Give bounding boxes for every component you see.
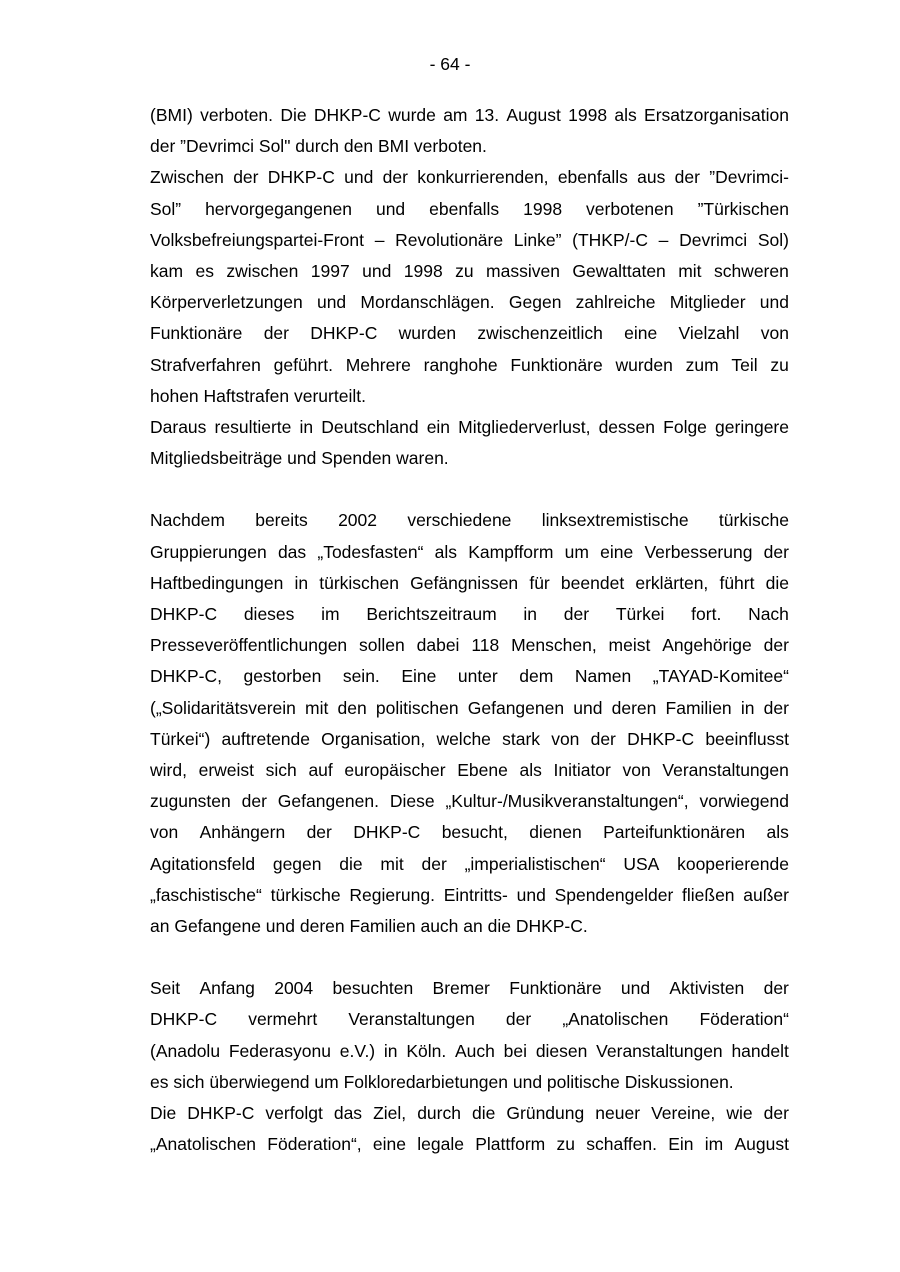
text-line: Funktionäre der DHKP-C wurden zwischenzeitlich eine Vielzahl von <box>150 323 789 344</box>
text-line: Körperverletzungen und Mordanschlägen. Gegen zahlreiche Mitglieder und <box>150 292 789 313</box>
text-line: Mitgliedsbeiträge und Spenden waren. <box>150 448 449 469</box>
text-line: an Gefangene und deren Familien auch an die DHKP-C. <box>150 915 588 936</box>
paragraph <box>150 505 789 942</box>
paragraph-spacer <box>150 942 789 973</box>
text-line: Presseveröffentlichungen sollen dabei 118 Menschen, meist Angehörige der <box>150 635 789 656</box>
text-line: DHKP-C dieses im Berichtszeitraum in der Türkei fort. Nach <box>150 604 789 624</box>
text-line: Sol” hervorgegangenen und ebenfalls 1998 verbotenen ”Türkischen <box>150 198 789 219</box>
text-line: wird, erweist sich auf europäischer Ebene als Initiator von Veranstaltungen <box>150 759 789 780</box>
text-line: „faschistische“ türkische Regierung. Eintritts- und Spendengelder fließen außer <box>150 884 789 905</box>
paragraph <box>150 162 789 412</box>
text-line: „Anatolischen Föderation“, eine legale Plattform zu schaffen. Ein im August <box>150 1134 789 1155</box>
text-line: Seit Anfang 2004 besuchten Bremer Funktionäre und Aktivisten der <box>150 978 789 999</box>
text-line: DHKP-C vermehrt Veranstaltungen der „Anatolischen Föderation“ <box>150 1009 789 1030</box>
text-line: der ”Devrimci Sol" durch den BMI verboten. <box>150 136 487 157</box>
document-body <box>150 100 789 1160</box>
paragraph <box>150 1098 789 1160</box>
text-line: Haftbedingungen in türkischen Gefängnissen für beendet erklärten, führt die <box>150 572 789 593</box>
text-line: DHKP-C, gestorben sein. Eine unter dem Namen „TAYAD-Komitee“ <box>150 666 789 687</box>
text-line: („Solidaritätsverein mit den politischen Gefangenen und deren Familien in der <box>150 697 789 718</box>
text-line: Die DHKP-C verfolgt das Ziel, durch die Gründung neuer Vereine, wie der <box>150 1103 789 1123</box>
text-line: von Anhängern der DHKP-C besucht, dienen Parteifunktionären als <box>150 822 789 843</box>
text-line: Strafverfahren geführt. Mehrere ranghohe Funktionäre wurden zum Teil zu <box>150 354 789 375</box>
text-line: es sich überwiegend um Folkloredarbietungen und politische Diskussionen. <box>150 1071 734 1092</box>
text-line: Zwischen der DHKP-C und der konkurrierenden, ebenfalls aus der ”Devrimci- <box>150 167 789 188</box>
text-line: zugunsten der Gefangenen. Diese „Kultur-/Musikveranstaltungen“, vorwiegend <box>150 791 789 812</box>
text-line: Daraus resultierte in Deutschland ein Mitgliederverlust, dessen Folge geringere <box>150 416 789 437</box>
text-line: Gruppierungen das „Todesfasten“ als Kampfform um eine Verbesserung der <box>150 541 789 562</box>
text-line: hohen Haftstrafen verurteilt. <box>150 385 366 406</box>
text-line: (Anadolu Federasyonu e.V.) in Köln. Auch bei diesen Veranstaltungen handelt <box>150 1040 789 1061</box>
text-line: kam es zwischen 1997 und 1998 zu massiven Gewalttaten mit schweren <box>150 260 789 281</box>
text-line: Volksbefreiungspartei-Front – Revolutionäre Linke” (THKP/-C – Devrimci Sol) <box>150 229 789 250</box>
page-number: - 64 - <box>429 54 471 74</box>
paragraph <box>150 973 789 1098</box>
paragraph <box>150 412 789 474</box>
paragraph <box>150 100 789 162</box>
paragraph-spacer <box>150 474 789 505</box>
text-line: Agitationsfeld gegen die mit der „imperialistischen“ USA kooperierende <box>150 853 789 874</box>
text-line: (BMI) verboten. Die DHKP-C wurde am 13. August 1998 als Ersatzorganisation <box>150 105 789 125</box>
text-line: Türkei“) auftretende Organisation, welche stark von der DHKP-C beeinflusst <box>150 728 789 749</box>
text-line: Nachdem bereits 2002 verschiedene linksextremistische türkische <box>150 510 789 531</box>
